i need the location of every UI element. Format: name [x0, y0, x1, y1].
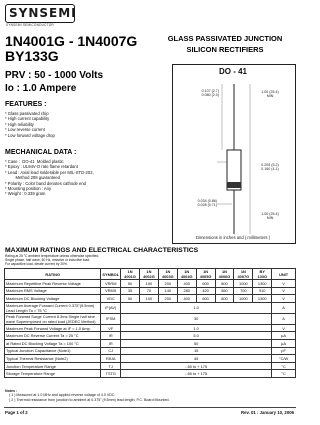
mechanical-list: [5, 159, 170, 197]
mechanical-heading: MECHANICAL DATA :: [5, 149, 77, 156]
ratings-heading: MAXIMUM RATINGS AND ELECTRICAL CHARACTERISTICS: [5, 247, 199, 254]
dim-lead-diameter: 0.107 (2.7) 0.080 (2.0): [201, 89, 219, 98]
value-cell: - 65 to + 175: [121, 362, 272, 370]
value-cell: 1.0: [121, 302, 272, 313]
symbol-cell: RθJA: [101, 355, 121, 363]
mechanical-item: * Weight : 0.339 gram: [5, 191, 46, 197]
features-list: [5, 111, 165, 138]
note-item: ( 2 ) Thermal resistance from junction to ambient at 0.375" (9.5mm) lead length, P.C. Board Mounted.: [9, 397, 170, 402]
rating-cell: Storage Temperature Range: [5, 370, 101, 378]
value-cell: 35: [121, 287, 140, 295]
feature-item: * High current capability: [5, 116, 50, 122]
ratings-table: [4, 268, 296, 378]
rating-cell: Typical Thermal Resistance (Note2): [5, 355, 101, 363]
feature-item: * Low reverse current: [5, 127, 45, 133]
mechanical-item: Method 208 guaranteed: [5, 175, 60, 181]
value-cell: 50: [121, 295, 140, 303]
footnotes: [5, 389, 295, 402]
prv-spec: PRV : 50 - 1000 Volts: [5, 70, 104, 81]
value-cell: 400: [177, 280, 196, 288]
table-row: [5, 339, 296, 347]
feature-item: * Glass passivated chip: [5, 111, 49, 116]
dim-body-diameter: 0.034 (0.86) 0.028 (0.71): [197, 199, 217, 208]
column-header: 1N 4005G: [196, 269, 215, 280]
column-header: 1N 4003G: [158, 269, 177, 280]
symbol-cell: VRRM: [101, 280, 121, 288]
symbol-cell: IR: [101, 332, 121, 340]
table-row: [5, 287, 296, 295]
symbol-cell: VF: [101, 324, 121, 332]
mechanical-item: * Lead : Axial lead solderable per MIL-STD-202,: [5, 169, 94, 175]
rating-cell: Peak Forward Surge Current 8.3ms Single half sine wave Superimposed on rated load (JEDEC Method): [5, 313, 101, 324]
product-title-line2: SILICON RECTIFIERS: [186, 45, 264, 54]
value-cell: 100: [139, 295, 158, 303]
table-row: [5, 370, 296, 378]
value-cell: 50: [121, 339, 272, 347]
rating-cell: Maximum Average Forward Current 0.375"(9.5mm) Lead Length Ta = 75 °C: [5, 302, 101, 313]
table-row: [5, 362, 296, 370]
value-cell: 420: [196, 287, 215, 295]
rating-cell: Maximum DC Reverse Current Ta = 25 °C: [5, 332, 101, 340]
value-cell: 600: [196, 295, 215, 303]
symbol-cell: VDC: [101, 295, 121, 303]
column-header: 1N 4007G: [234, 269, 253, 280]
unit-cell: V: [272, 295, 296, 303]
value-cell: 30: [121, 313, 272, 324]
unit-cell: μA: [272, 332, 296, 340]
rating-cell: Junction Temperature Range: [5, 362, 101, 370]
column-header: UNIT: [272, 269, 296, 280]
value-cell: 910: [253, 287, 272, 295]
part-alt-title: BY133G: [5, 48, 59, 64]
unit-cell: V: [272, 287, 296, 295]
table-header-row: [5, 269, 296, 280]
value-cell: 560: [215, 287, 234, 295]
value-cell: 700: [234, 287, 253, 295]
unit-cell: A: [272, 302, 296, 313]
table-row: [5, 313, 296, 324]
unit-cell: μA: [272, 339, 296, 347]
value-cell: 100: [139, 280, 158, 288]
brand-tagline: SYNSEMI SEMICONDUCTOR: [6, 23, 54, 27]
notes-label: Notes :: [5, 389, 18, 393]
features-heading: FEATURES :: [5, 101, 47, 108]
rating-cell: Maximum Repetitive Peak Reverse Voltage: [5, 280, 101, 288]
value-cell: 1000: [234, 280, 253, 288]
column-header: 1N 4004G: [177, 269, 196, 280]
symbol-cell: TJ: [101, 362, 121, 370]
value-cell: 1.0: [121, 324, 272, 332]
rating-cell: Maximum Peak Forward Voltage at IF = 1.0 Amp.: [5, 324, 101, 332]
symbol-cell: IFSM: [101, 313, 121, 324]
table-row: [5, 324, 296, 332]
mechanical-item: * Epoxy : UL94V-O rate flame retardant: [5, 164, 78, 170]
rating-cell: Maximum RMS Voltage: [5, 287, 101, 295]
feature-item: * Low forward voltage drop: [5, 132, 55, 138]
column-header: SYMBOL: [101, 269, 121, 280]
table-row: [5, 295, 296, 303]
rating-cell: Typical Junction Capacitance (Note1): [5, 347, 101, 355]
symbol-cell: IR: [101, 339, 121, 347]
brand-logo-text: SYNSEMI: [9, 6, 77, 20]
unit-cell: °C/W: [272, 355, 296, 363]
value-cell: 50: [121, 280, 140, 288]
table-row: [5, 332, 296, 340]
unit-cell: V: [272, 324, 296, 332]
value-cell: - 65 to + 175: [121, 370, 272, 378]
table-row: [5, 302, 296, 313]
symbol-cell: TSTG: [101, 370, 121, 378]
io-spec: Io : 1.0 Ampere: [5, 83, 77, 94]
table-row: [5, 355, 296, 363]
unit-cell: pF: [272, 347, 296, 355]
column-header: 1N 4006G: [215, 269, 234, 280]
mechanical-item: * Case : DO-41 Molded plastic: [5, 159, 64, 164]
dim-lead-length-top: 1.00 (25.4) MIN: [261, 90, 279, 99]
value-cell: 600: [196, 280, 215, 288]
part-range-title: 1N4001G - 1N4007G: [5, 33, 138, 49]
dim-body-length: 0.205 (5.2) 0.160 (4.1): [261, 163, 279, 172]
footer-divider: [4, 407, 296, 408]
note-item: ( 1 ) Measured at 1.0 MHz and applied reverse voltage of 4.0 VDC.: [9, 393, 116, 398]
dim-lead-length-bottom: 1.00 (25.4) MIN: [261, 212, 279, 221]
value-cell: 45: [121, 355, 272, 363]
package-name: DO - 41: [218, 67, 247, 76]
rating-cell: Maximum DC Blocking Voltage: [5, 295, 101, 303]
table-row: [5, 347, 296, 355]
mechanical-item: * Mounting position : Any: [5, 186, 52, 192]
value-cell: 1300: [253, 280, 272, 288]
symbol-cell: IF(AV): [101, 302, 121, 313]
value-cell: 200: [158, 280, 177, 288]
rating-cell: at Rated DC Blocking Voltage Ta = 100 °C: [5, 339, 101, 347]
ratings-conditions: Rating at 25 °C ambient temperature unless otherwise specified. Single phase, half wave, 60 Hz, resistive or inductive load. For capacitive load, derate current by 20%.: [5, 254, 100, 266]
cathode-band: [227, 182, 241, 188]
unit-cell: °C: [272, 370, 296, 378]
feature-item: * High reliability: [5, 121, 34, 127]
value-cell: 1000: [234, 295, 253, 303]
value-cell: 5.0: [121, 332, 272, 340]
table-row: [5, 280, 296, 288]
column-header: 1N 4002G: [139, 269, 158, 280]
column-header: RATING: [5, 269, 101, 280]
symbol-cell: VRMS: [101, 287, 121, 295]
value-cell: 200: [158, 295, 177, 303]
unit-cell: °C: [272, 362, 296, 370]
value-cell: 15: [121, 347, 272, 355]
value-cell: 800: [215, 295, 234, 303]
value-cell: 1300: [253, 295, 272, 303]
column-header: BY 133G: [253, 269, 272, 280]
value-cell: 800: [215, 280, 234, 288]
symbol-cell: CJ: [101, 347, 121, 355]
product-title-line1: GLASS PASSIVATED JUNCTION: [167, 34, 283, 43]
value-cell: 280: [177, 287, 196, 295]
column-header: 1N 4001G: [121, 269, 140, 280]
revision-date: Rev. 01 : January 10, 2006: [241, 410, 294, 415]
unit-cell: V: [272, 280, 296, 288]
page-number: Page 1 of 2: [5, 410, 28, 415]
mechanical-item: * Polarity : Color band denotes cathode end: [5, 180, 87, 186]
value-cell: 140: [158, 287, 177, 295]
unit-cell: A: [272, 313, 296, 324]
value-cell: 400: [177, 295, 196, 303]
dimensions-caption: Dimensions in inches and ( millimeters ): [195, 235, 270, 240]
value-cell: 70: [139, 287, 158, 295]
